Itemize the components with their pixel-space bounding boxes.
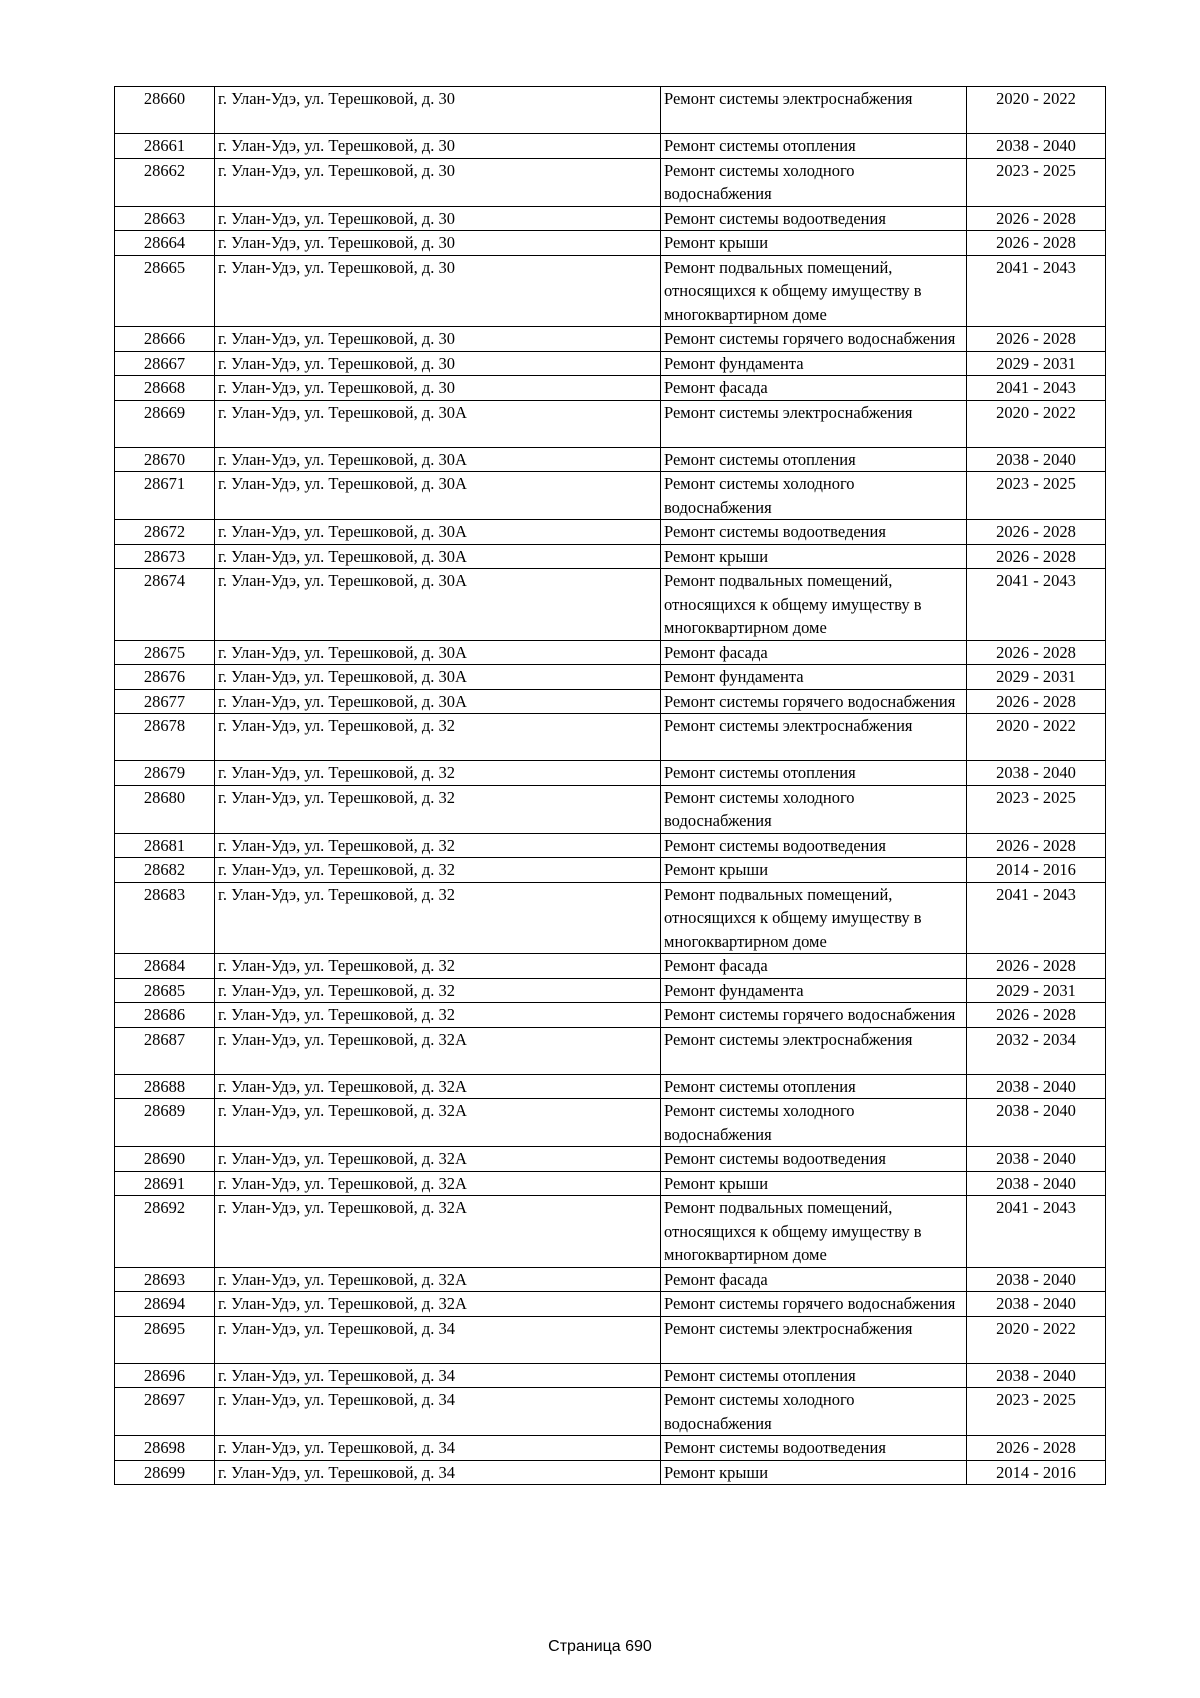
row-number-cell: 28689 <box>115 1099 215 1147</box>
address-cell: г. Улан-Удэ, ул. Терешковой, д. 32 <box>215 858 661 883</box>
table-row <box>115 255 1106 327</box>
address-cell: г. Улан-Удэ, ул. Терешковой, д. 34 <box>215 1388 661 1436</box>
row-number-cell: 28685 <box>115 978 215 1003</box>
work-type-cell: Ремонт подвальных помещений, относящихся к общему имуществу в многоквартирном доме <box>661 255 967 327</box>
table-row <box>115 1388 1106 1436</box>
work-type-cell: Ремонт подвальных помещений, относящихся к общему имуществу в многоквартирном доме <box>661 1196 967 1268</box>
address-cell: г. Улан-Удэ, ул. Терешковой, д. 32 <box>215 714 661 761</box>
row-number-cell: 28695 <box>115 1316 215 1363</box>
table-row <box>115 376 1106 401</box>
work-type-cell: Ремонт системы водоотведения <box>661 206 967 231</box>
work-type-cell: Ремонт системы водоотведения <box>661 520 967 545</box>
address-cell: г. Улан-Удэ, ул. Терешковой, д. 34 <box>215 1363 661 1388</box>
period-cell: 2029 - 2031 <box>967 665 1106 690</box>
work-type-cell: Ремонт крыши <box>661 544 967 569</box>
address-cell: г. Улан-Удэ, ул. Терешковой, д. 32А <box>215 1267 661 1292</box>
period-cell: 2020 - 2022 <box>967 87 1106 134</box>
table-row <box>115 158 1106 206</box>
period-cell: 2023 - 2025 <box>967 472 1106 520</box>
table-row <box>115 1267 1106 1292</box>
period-cell: 2026 - 2028 <box>967 640 1106 665</box>
address-cell: г. Улан-Удэ, ул. Терешковой, д. 30А <box>215 520 661 545</box>
row-number-cell: 28671 <box>115 472 215 520</box>
period-cell: 2014 - 2016 <box>967 1460 1106 1485</box>
work-type-cell: Ремонт фундамента <box>661 978 967 1003</box>
period-cell: 2038 - 2040 <box>967 1147 1106 1172</box>
work-type-cell: Ремонт системы отопления <box>661 1074 967 1099</box>
table-row <box>115 1027 1106 1074</box>
address-cell: г. Улан-Удэ, ул. Терешковой, д. 30 <box>215 134 661 159</box>
address-cell: г. Улан-Удэ, ул. Терешковой, д. 30 <box>215 206 661 231</box>
address-cell: г. Улан-Удэ, ул. Терешковой, д. 32 <box>215 761 661 786</box>
period-cell: 2038 - 2040 <box>967 134 1106 159</box>
table-row <box>115 640 1106 665</box>
address-cell: г. Улан-Удэ, ул. Терешковой, д. 34 <box>215 1436 661 1461</box>
address-cell: г. Улан-Удэ, ул. Терешковой, д. 32А <box>215 1074 661 1099</box>
registry-table <box>114 86 1106 1485</box>
table-row <box>115 520 1106 545</box>
document-sheet <box>114 86 1106 1485</box>
period-cell: 2038 - 2040 <box>967 761 1106 786</box>
table-row <box>115 231 1106 256</box>
row-number-cell: 28693 <box>115 1267 215 1292</box>
row-number-cell: 28661 <box>115 134 215 159</box>
work-type-cell: Ремонт системы горячего водоснабжения <box>661 1292 967 1317</box>
work-type-cell: Ремонт системы горячего водоснабжения <box>661 689 967 714</box>
work-type-cell: Ремонт системы отопления <box>661 1363 967 1388</box>
table-row <box>115 665 1106 690</box>
address-cell: г. Улан-Удэ, ул. Терешковой, д. 30А <box>215 544 661 569</box>
period-cell: 2041 - 2043 <box>967 376 1106 401</box>
row-number-cell: 28699 <box>115 1460 215 1485</box>
period-cell: 2038 - 2040 <box>967 1363 1106 1388</box>
table-row <box>115 544 1106 569</box>
table-row <box>115 858 1106 883</box>
period-cell: 2038 - 2040 <box>967 1074 1106 1099</box>
row-number-cell: 28688 <box>115 1074 215 1099</box>
table-row <box>115 761 1106 786</box>
period-cell: 2026 - 2028 <box>967 327 1106 352</box>
row-number-cell: 28672 <box>115 520 215 545</box>
period-cell: 2023 - 2025 <box>967 158 1106 206</box>
address-cell: г. Улан-Удэ, ул. Терешковой, д. 32 <box>215 1003 661 1028</box>
table-row <box>115 978 1106 1003</box>
table-row <box>115 327 1106 352</box>
table-row <box>115 206 1106 231</box>
address-cell: г. Улан-Удэ, ул. Терешковой, д. 30А <box>215 689 661 714</box>
work-type-cell: Ремонт системы отопления <box>661 447 967 472</box>
period-cell: 2026 - 2028 <box>967 833 1106 858</box>
table-row <box>115 1147 1106 1172</box>
table-row <box>115 1003 1106 1028</box>
work-type-cell: Ремонт системы холодного водоснабжения <box>661 1388 967 1436</box>
row-number-cell: 28670 <box>115 447 215 472</box>
work-type-cell: Ремонт системы холодного водоснабжения <box>661 785 967 833</box>
row-number-cell: 28696 <box>115 1363 215 1388</box>
table-row <box>115 689 1106 714</box>
period-cell: 2014 - 2016 <box>967 858 1106 883</box>
address-cell: г. Улан-Удэ, ул. Терешковой, д. 30А <box>215 665 661 690</box>
row-number-cell: 28662 <box>115 158 215 206</box>
period-cell: 2029 - 2031 <box>967 978 1106 1003</box>
work-type-cell: Ремонт крыши <box>661 231 967 256</box>
work-type-cell: Ремонт системы электроснабжения <box>661 714 967 761</box>
address-cell: г. Улан-Удэ, ул. Терешковой, д. 32А <box>215 1027 661 1074</box>
period-cell: 2026 - 2028 <box>967 206 1106 231</box>
work-type-cell: Ремонт системы горячего водоснабжения <box>661 327 967 352</box>
address-cell: г. Улан-Удэ, ул. Терешковой, д. 30 <box>215 351 661 376</box>
period-cell: 2026 - 2028 <box>967 520 1106 545</box>
row-number-cell: 28675 <box>115 640 215 665</box>
table-row <box>115 569 1106 641</box>
address-cell: г. Улан-Удэ, ул. Терешковой, д. 30 <box>215 327 661 352</box>
address-cell: г. Улан-Удэ, ул. Терешковой, д. 32 <box>215 882 661 954</box>
period-cell: 2026 - 2028 <box>967 544 1106 569</box>
address-cell: г. Улан-Удэ, ул. Терешковой, д. 30 <box>215 87 661 134</box>
table-row <box>115 714 1106 761</box>
work-type-cell: Ремонт системы водоотведения <box>661 833 967 858</box>
table-row <box>115 134 1106 159</box>
row-number-cell: 28668 <box>115 376 215 401</box>
work-type-cell: Ремонт подвальных помещений, относящихся к общему имуществу в многоквартирном доме <box>661 882 967 954</box>
table-row <box>115 1316 1106 1363</box>
address-cell: г. Улан-Удэ, ул. Терешковой, д. 30А <box>215 569 661 641</box>
period-cell: 2041 - 2043 <box>967 569 1106 641</box>
row-number-cell: 28682 <box>115 858 215 883</box>
row-number-cell: 28686 <box>115 1003 215 1028</box>
work-type-cell: Ремонт системы отопления <box>661 134 967 159</box>
period-cell: 2026 - 2028 <box>967 1003 1106 1028</box>
period-cell: 2020 - 2022 <box>967 714 1106 761</box>
address-cell: г. Улан-Удэ, ул. Терешковой, д. 32А <box>215 1147 661 1172</box>
table-row <box>115 447 1106 472</box>
work-type-cell: Ремонт подвальных помещений, относящихся к общему имуществу в многоквартирном доме <box>661 569 967 641</box>
address-cell: г. Улан-Удэ, ул. Терешковой, д. 30А <box>215 447 661 472</box>
address-cell: г. Улан-Удэ, ул. Терешковой, д. 34 <box>215 1316 661 1363</box>
row-number-cell: 28669 <box>115 400 215 447</box>
table-row <box>115 833 1106 858</box>
work-type-cell: Ремонт системы электроснабжения <box>661 1316 967 1363</box>
row-number-cell: 28676 <box>115 665 215 690</box>
work-type-cell: Ремонт крыши <box>661 1171 967 1196</box>
address-cell: г. Улан-Удэ, ул. Терешковой, д. 34 <box>215 1460 661 1485</box>
period-cell: 2023 - 2025 <box>967 785 1106 833</box>
work-type-cell: Ремонт фундамента <box>661 351 967 376</box>
row-number-cell: 28677 <box>115 689 215 714</box>
row-number-cell: 28679 <box>115 761 215 786</box>
work-type-cell: Ремонт системы холодного водоснабжения <box>661 1099 967 1147</box>
table-row <box>115 785 1106 833</box>
work-type-cell: Ремонт фасада <box>661 376 967 401</box>
work-type-cell: Ремонт системы электроснабжения <box>661 400 967 447</box>
row-number-cell: 28664 <box>115 231 215 256</box>
table-row <box>115 1460 1106 1485</box>
period-cell: 2038 - 2040 <box>967 447 1106 472</box>
work-type-cell: Ремонт крыши <box>661 1460 967 1485</box>
address-cell: г. Улан-Удэ, ул. Терешковой, д. 30 <box>215 158 661 206</box>
period-cell: 2026 - 2028 <box>967 954 1106 979</box>
row-number-cell: 28684 <box>115 954 215 979</box>
row-number-cell: 28681 <box>115 833 215 858</box>
address-cell: г. Улан-Удэ, ул. Терешковой, д. 32 <box>215 954 661 979</box>
address-cell: г. Улан-Удэ, ул. Терешковой, д. 30А <box>215 472 661 520</box>
row-number-cell: 28683 <box>115 882 215 954</box>
work-type-cell: Ремонт фундамента <box>661 665 967 690</box>
row-number-cell: 28697 <box>115 1388 215 1436</box>
table-row <box>115 87 1106 134</box>
work-type-cell: Ремонт системы горячего водоснабжения <box>661 1003 967 1028</box>
work-type-cell: Ремонт системы электроснабжения <box>661 87 967 134</box>
work-type-cell: Ремонт системы холодного водоснабжения <box>661 472 967 520</box>
table-row <box>115 1436 1106 1461</box>
period-cell: 2038 - 2040 <box>967 1292 1106 1317</box>
row-number-cell: 28665 <box>115 255 215 327</box>
period-cell: 2041 - 2043 <box>967 1196 1106 1268</box>
work-type-cell: Ремонт крыши <box>661 858 967 883</box>
period-cell: 2020 - 2022 <box>967 400 1106 447</box>
address-cell: г. Улан-Удэ, ул. Терешковой, д. 32 <box>215 785 661 833</box>
row-number-cell: 28673 <box>115 544 215 569</box>
address-cell: г. Улан-Удэ, ул. Терешковой, д. 32 <box>215 833 661 858</box>
period-cell: 2041 - 2043 <box>967 255 1106 327</box>
row-number-cell: 28698 <box>115 1436 215 1461</box>
work-type-cell: Ремонт фасада <box>661 1267 967 1292</box>
row-number-cell: 28680 <box>115 785 215 833</box>
period-cell: 2038 - 2040 <box>967 1267 1106 1292</box>
period-cell: 2038 - 2040 <box>967 1171 1106 1196</box>
work-type-cell: Ремонт системы водоотведения <box>661 1147 967 1172</box>
table-row <box>115 472 1106 520</box>
table-row <box>115 882 1106 954</box>
work-type-cell: Ремонт системы отопления <box>661 761 967 786</box>
period-cell: 2029 - 2031 <box>967 351 1106 376</box>
row-number-cell: 28667 <box>115 351 215 376</box>
address-cell: г. Улан-Удэ, ул. Терешковой, д. 30А <box>215 400 661 447</box>
work-type-cell: Ремонт системы электроснабжения <box>661 1027 967 1074</box>
row-number-cell: 28692 <box>115 1196 215 1268</box>
address-cell: г. Улан-Удэ, ул. Терешковой, д. 32А <box>215 1292 661 1317</box>
work-type-cell: Ремонт системы водоотведения <box>661 1436 967 1461</box>
table-row <box>115 351 1106 376</box>
period-cell: 2026 - 2028 <box>967 1436 1106 1461</box>
table-row <box>115 1292 1106 1317</box>
work-type-cell: Ремонт системы холодного водоснабжения <box>661 158 967 206</box>
period-cell: 2023 - 2025 <box>967 1388 1106 1436</box>
address-cell: г. Улан-Удэ, ул. Терешковой, д. 32А <box>215 1099 661 1147</box>
table-row <box>115 1074 1106 1099</box>
row-number-cell: 28678 <box>115 714 215 761</box>
table-row <box>115 954 1106 979</box>
row-number-cell: 28687 <box>115 1027 215 1074</box>
row-number-cell: 28663 <box>115 206 215 231</box>
row-number-cell: 28660 <box>115 87 215 134</box>
address-cell: г. Улан-Удэ, ул. Терешковой, д. 30 <box>215 376 661 401</box>
row-number-cell: 28694 <box>115 1292 215 1317</box>
table-row <box>115 1171 1106 1196</box>
period-cell: 2026 - 2028 <box>967 689 1106 714</box>
address-cell: г. Улан-Удэ, ул. Терешковой, д. 32А <box>215 1171 661 1196</box>
table-row <box>115 400 1106 447</box>
period-cell: 2020 - 2022 <box>967 1316 1106 1363</box>
work-type-cell: Ремонт фасада <box>661 640 967 665</box>
table-row <box>115 1099 1106 1147</box>
address-cell: г. Улан-Удэ, ул. Терешковой, д. 32 <box>215 978 661 1003</box>
address-cell: г. Улан-Удэ, ул. Терешковой, д. 32А <box>215 1196 661 1268</box>
period-cell: 2041 - 2043 <box>967 882 1106 954</box>
table-row <box>115 1196 1106 1268</box>
address-cell: г. Улан-Удэ, ул. Терешковой, д. 30А <box>215 640 661 665</box>
table-row <box>115 1363 1106 1388</box>
period-cell: 2026 - 2028 <box>967 231 1106 256</box>
page-number: Страница 690 <box>548 1638 652 1655</box>
registry-table-body <box>115 87 1106 1485</box>
row-number-cell: 28674 <box>115 569 215 641</box>
row-number-cell: 28690 <box>115 1147 215 1172</box>
work-type-cell: Ремонт фасада <box>661 954 967 979</box>
row-number-cell: 28666 <box>115 327 215 352</box>
address-cell: г. Улан-Удэ, ул. Терешковой, д. 30 <box>215 231 661 256</box>
row-number-cell: 28691 <box>115 1171 215 1196</box>
address-cell: г. Улан-Удэ, ул. Терешковой, д. 30 <box>215 255 661 327</box>
period-cell: 2038 - 2040 <box>967 1099 1106 1147</box>
period-cell: 2032 - 2034 <box>967 1027 1106 1074</box>
